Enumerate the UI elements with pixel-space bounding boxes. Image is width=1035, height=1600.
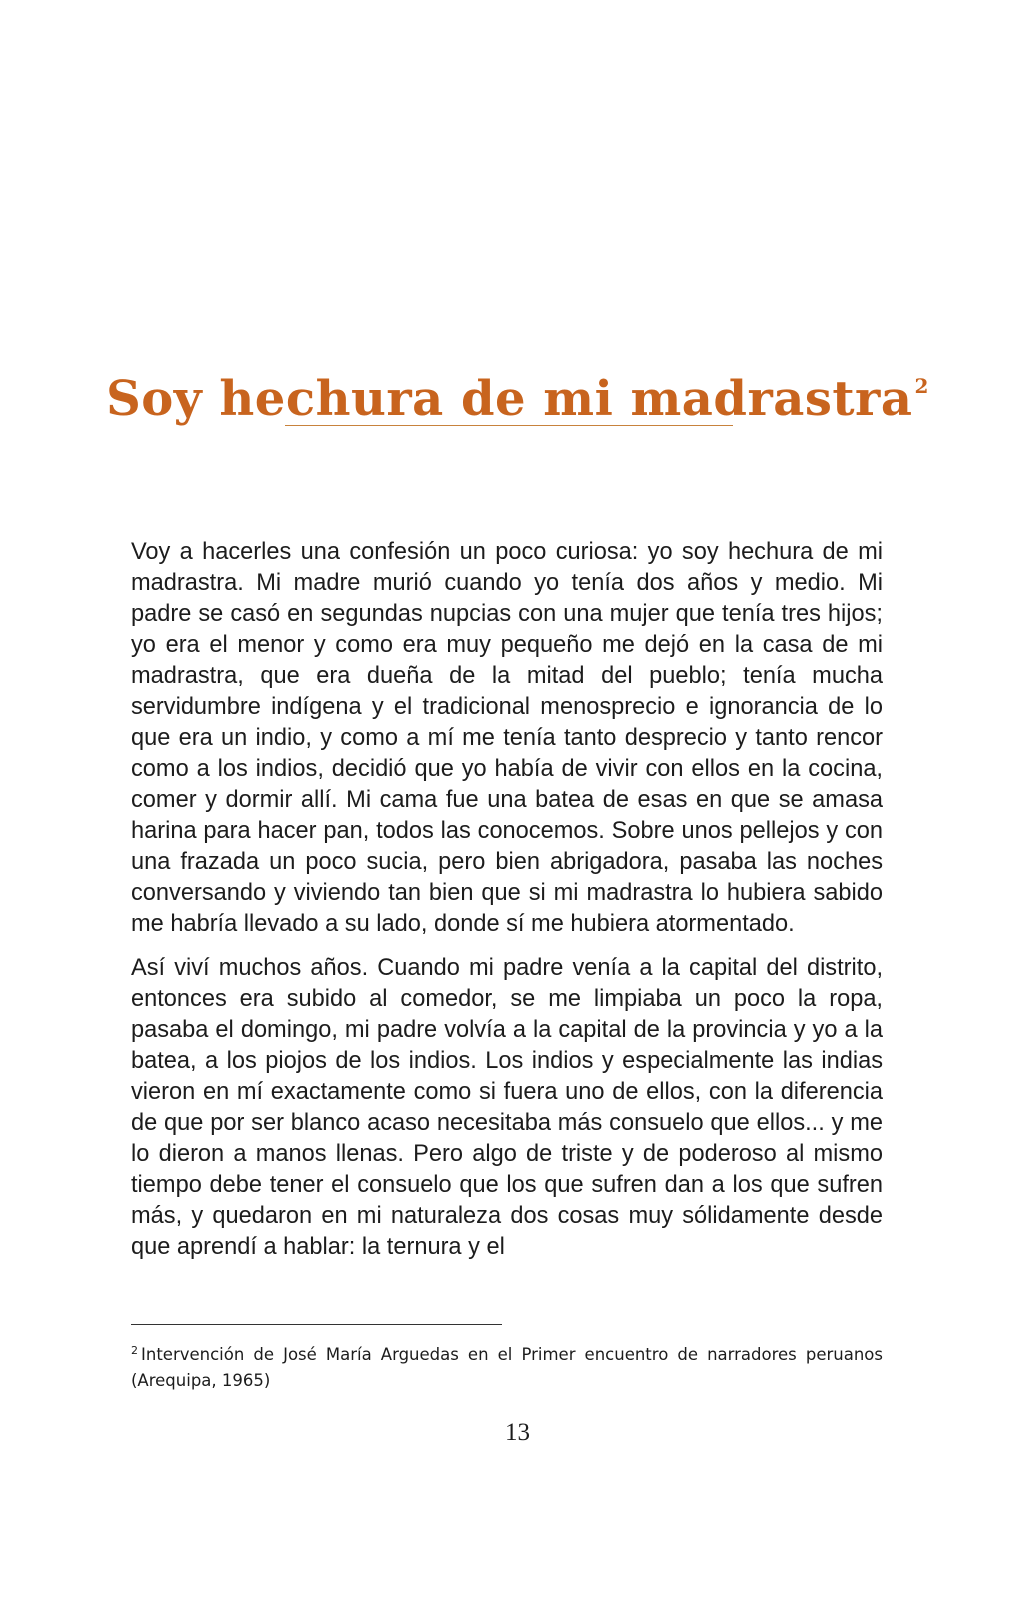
title-divider	[285, 425, 733, 426]
chapter-title	[0, 354, 1035, 431]
body-text	[131, 537, 883, 1276]
title-footnote-marker[interactable]: 2	[914, 374, 929, 399]
footnote-marker: 2	[131, 1344, 138, 1357]
paragraph-1: Voy a hacerles una confesión un poco curiosa: yo soy hechura de mi madrastra. Mi madre murió cuando yo tenía dos años y medio. Mi padre se casó en segundas nupcias con una mujer que tenía tres hijos; yo era el menor y como era muy pequeño me dejó en la casa de mi madrastra, que era dueña de la mitad del pueblo; tenía mucha servidumbre indígena y el tradicional menosprecio e ignorancia de lo que era un indio, y como a mí me tenía tanto desprecio y tanto rencor como a los indios, decidió que yo había de vivir con ellos en la cocina, comer y dormir allí. Mi cama fue una batea de esas en que se amasa harina para hacer pan, todos las conocemos. Sobre unos pellejos y con una frazada un poco sucia, pero bien abrigadora, pasaba las noches conversando y viviendo tan bien que si mi madrastra lo hubiera sabido me habría llevado a su lado, donde sí me hubiera atormentado.	[131, 539, 883, 937]
chapter-title-text: Soy hechura de mi madrastra	[106, 371, 913, 428]
footnote	[131, 1338, 883, 1394]
paragraph-2: Así viví muchos años. Cuando mi padre venía a la capital del distrito, entonces era subido al comedor, se me limpiaba un poco la ropa, pasaba el domingo, mi padre volvía a la capital de la provincia y yo a la batea, a los piojos de los indios. Los indios y especialmente las indias vieron en mí exactamente como si fuera uno de ellos, con la diferencia de que por ser blanco acaso necesitaba más consuelo que ellos... y me lo dieron a manos llenas. Pero algo de triste y de poderoso al mismo tiempo debe tener el consuelo que los que sufren dan a los que sufren más, y quedaron en mi naturaleza dos cosas muy sólidamente desde que aprendí a hablar: la ternura y el	[131, 955, 883, 1260]
footnote-divider	[131, 1324, 502, 1325]
page-number: 13	[505, 1419, 530, 1446]
footnote-text: Intervención de José María Arguedas en el Primer encuentro de narradores peruanos (Arequipa, 1965)	[131, 1345, 883, 1390]
